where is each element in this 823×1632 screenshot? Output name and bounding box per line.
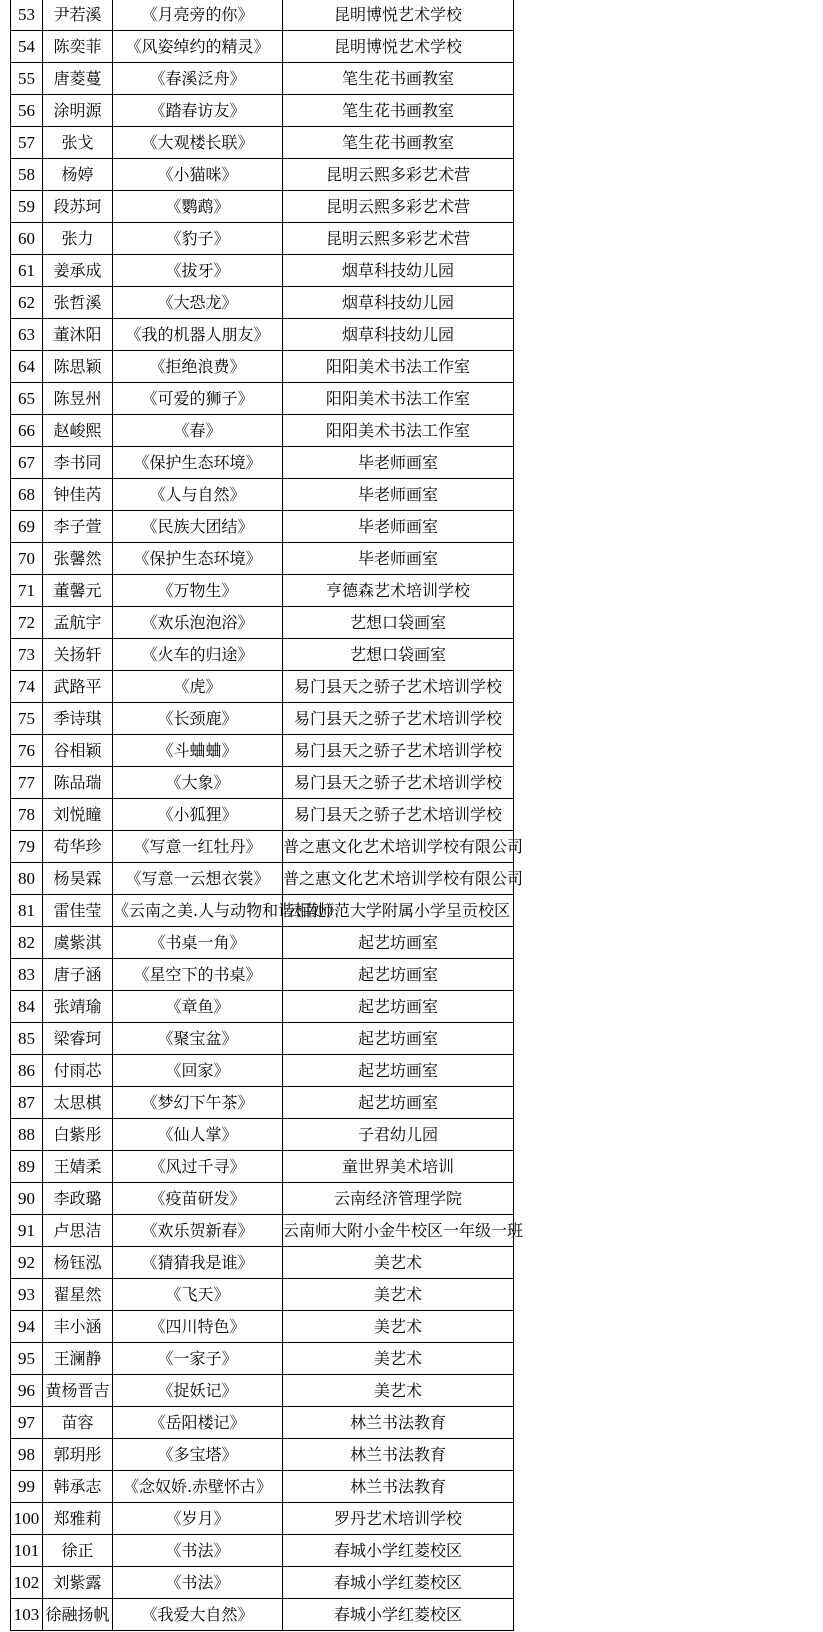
table-row <box>11 95 514 127</box>
artwork-title-cell: 《岁月》 <box>113 1503 283 1535</box>
row-number-cell: 70 <box>11 543 43 575</box>
institution-cell: 昆明云熙多彩艺术营 <box>283 191 514 223</box>
table-row <box>11 1439 514 1471</box>
artwork-title-cell: 《仙人掌》 <box>113 1119 283 1151</box>
institution-cell: 易门县天之骄子艺术培训学校 <box>283 799 514 831</box>
institution-cell: 起艺坊画室 <box>283 1023 514 1055</box>
row-number-cell: 97 <box>11 1407 43 1439</box>
artwork-title-cell: 《念奴娇.赤壁怀古》 <box>113 1471 283 1503</box>
table-row <box>11 287 514 319</box>
student-name-cell: 段苏珂 <box>43 191 113 223</box>
table-row <box>11 735 514 767</box>
table-row <box>11 255 514 287</box>
student-name-cell: 李子萱 <box>43 511 113 543</box>
student-name-cell: 白紫彤 <box>43 1119 113 1151</box>
row-number-cell: 91 <box>11 1215 43 1247</box>
student-name-cell: 尹若溪 <box>43 0 113 31</box>
student-name-cell: 杨婷 <box>43 159 113 191</box>
row-number-cell: 54 <box>11 31 43 63</box>
table-row <box>11 799 514 831</box>
institution-cell: 烟草科技幼儿园 <box>283 319 514 351</box>
table-row <box>11 1087 514 1119</box>
student-name-cell: 陈品瑞 <box>43 767 113 799</box>
student-name-cell: 张力 <box>43 223 113 255</box>
artwork-title-cell: 《拔牙》 <box>113 255 283 287</box>
table-row <box>11 895 514 927</box>
artwork-title-cell: 《聚宝盆》 <box>113 1023 283 1055</box>
artwork-title-cell: 《春》 <box>113 415 283 447</box>
student-name-cell: 刘悦瞳 <box>43 799 113 831</box>
row-number-cell: 88 <box>11 1119 43 1151</box>
table-row <box>11 31 514 63</box>
table-row <box>11 415 514 447</box>
student-name-cell: 卢思洁 <box>43 1215 113 1247</box>
student-name-cell: 刘紫露 <box>43 1567 113 1599</box>
student-name-cell: 李政璐 <box>43 1183 113 1215</box>
row-number-cell: 81 <box>11 895 43 927</box>
student-name-cell: 董沐阳 <box>43 319 113 351</box>
institution-cell: 阳阳美术书法工作室 <box>283 351 514 383</box>
institution-cell: 春城小学红菱校区 <box>283 1599 514 1631</box>
institution-cell: 普之惠文化艺术培训学校有限公司 <box>283 831 514 863</box>
artwork-title-cell: 《小猫咪》 <box>113 159 283 191</box>
institution-cell: 昆明博悦艺术学校 <box>283 31 514 63</box>
table-row <box>11 959 514 991</box>
table-row <box>11 607 514 639</box>
row-number-cell: 93 <box>11 1279 43 1311</box>
row-number-cell: 96 <box>11 1375 43 1407</box>
artwork-title-cell: 《拒绝浪费》 <box>113 351 283 383</box>
artwork-title-cell: 《飞天》 <box>113 1279 283 1311</box>
artwork-title-cell: 《一家子》 <box>113 1343 283 1375</box>
row-number-cell: 69 <box>11 511 43 543</box>
artwork-title-cell: 《写意一红牡丹》 <box>113 831 283 863</box>
institution-cell: 易门县天之骄子艺术培训学校 <box>283 703 514 735</box>
institution-cell: 起艺坊画室 <box>283 959 514 991</box>
row-number-cell: 57 <box>11 127 43 159</box>
institution-cell: 毕老师画室 <box>283 479 514 511</box>
institution-cell: 起艺坊画室 <box>283 1055 514 1087</box>
table-row <box>11 1215 514 1247</box>
artwork-title-cell: 《大恐龙》 <box>113 287 283 319</box>
institution-cell: 笔生花书画教室 <box>283 63 514 95</box>
student-name-cell: 苟华珍 <box>43 831 113 863</box>
table-row <box>11 0 514 31</box>
row-number-cell: 64 <box>11 351 43 383</box>
table-row <box>11 223 514 255</box>
student-name-cell: 董馨元 <box>43 575 113 607</box>
institution-cell: 阳阳美术书法工作室 <box>283 383 514 415</box>
student-name-cell: 梁睿珂 <box>43 1023 113 1055</box>
student-name-cell: 翟星然 <box>43 1279 113 1311</box>
institution-cell: 美艺术 <box>283 1343 514 1375</box>
table-row <box>11 927 514 959</box>
table-row <box>11 447 514 479</box>
table-row <box>11 831 514 863</box>
row-number-cell: 61 <box>11 255 43 287</box>
table-row <box>11 703 514 735</box>
institution-cell: 云南师范大学附属小学呈贡校区 <box>283 895 514 927</box>
artwork-title-cell: 《书桌一角》 <box>113 927 283 959</box>
table-row <box>11 543 514 575</box>
row-number-cell: 102 <box>11 1567 43 1599</box>
student-name-cell: 陈奕菲 <box>43 31 113 63</box>
institution-cell: 云南经济管理学院 <box>283 1183 514 1215</box>
artwork-title-cell: 《春溪泛舟》 <box>113 63 283 95</box>
institution-cell: 春城小学红菱校区 <box>283 1567 514 1599</box>
institution-cell: 林兰书法教育 <box>283 1439 514 1471</box>
table-row <box>11 1471 514 1503</box>
student-name-cell: 季诗琪 <box>43 703 113 735</box>
artwork-title-cell: 《斗蛐蛐》 <box>113 735 283 767</box>
artwork-title-cell: 《民族大团结》 <box>113 511 283 543</box>
table-row <box>11 1343 514 1375</box>
table-row <box>11 1407 514 1439</box>
row-number-cell: 74 <box>11 671 43 703</box>
artwork-title-cell: 《四川特色》 <box>113 1311 283 1343</box>
student-name-cell: 徐正 <box>43 1535 113 1567</box>
row-number-cell: 100 <box>11 1503 43 1535</box>
row-number-cell: 71 <box>11 575 43 607</box>
table-row <box>11 671 514 703</box>
institution-cell: 艺想口袋画室 <box>283 639 514 671</box>
table-row <box>11 575 514 607</box>
table-row <box>11 1119 514 1151</box>
student-name-cell: 苗容 <box>43 1407 113 1439</box>
student-name-cell: 孟航宇 <box>43 607 113 639</box>
row-number-cell: 94 <box>11 1311 43 1343</box>
institution-cell: 阳阳美术书法工作室 <box>283 415 514 447</box>
institution-cell: 笔生花书画教室 <box>283 127 514 159</box>
student-name-cell: 虞紫淇 <box>43 927 113 959</box>
institution-cell: 罗丹艺术培训学校 <box>283 1503 514 1535</box>
row-number-cell: 95 <box>11 1343 43 1375</box>
institution-cell: 美艺术 <box>283 1247 514 1279</box>
row-number-cell: 58 <box>11 159 43 191</box>
student-name-cell: 张馨然 <box>43 543 113 575</box>
artwork-title-cell: 《长颈鹿》 <box>113 703 283 735</box>
institution-cell: 子君幼儿园 <box>283 1119 514 1151</box>
artwork-title-cell: 《写意一云想衣裳》 <box>113 863 283 895</box>
student-name-cell: 杨钰泓 <box>43 1247 113 1279</box>
table-row <box>11 863 514 895</box>
institution-cell: 起艺坊画室 <box>283 1087 514 1119</box>
row-number-cell: 66 <box>11 415 43 447</box>
artwork-title-cell: 《火车的归途》 <box>113 639 283 671</box>
student-name-cell: 陈昱州 <box>43 383 113 415</box>
student-name-cell: 武路平 <box>43 671 113 703</box>
table-row <box>11 1279 514 1311</box>
student-name-cell: 郭玥彤 <box>43 1439 113 1471</box>
award-list-table <box>10 0 524 1631</box>
row-number-cell: 89 <box>11 1151 43 1183</box>
table-row <box>11 1023 514 1055</box>
row-number-cell: 76 <box>11 735 43 767</box>
institution-cell: 童世界美术培训 <box>283 1151 514 1183</box>
table-row <box>11 1311 514 1343</box>
artwork-title-cell: 《章鱼》 <box>113 991 283 1023</box>
student-name-cell: 涂明源 <box>43 95 113 127</box>
artwork-title-cell: 《人与自然》 <box>113 479 283 511</box>
institution-cell: 笔生花书画教室 <box>283 95 514 127</box>
row-number-cell: 53 <box>11 0 43 31</box>
row-number-cell: 78 <box>11 799 43 831</box>
institution-cell: 起艺坊画室 <box>283 927 514 959</box>
student-name-cell: 徐融扬帆 <box>43 1599 113 1631</box>
table-row <box>11 159 514 191</box>
artwork-title-cell: 《多宝塔》 <box>113 1439 283 1471</box>
institution-cell: 林兰书法教育 <box>283 1407 514 1439</box>
artwork-title-cell: 《踏春访友》 <box>113 95 283 127</box>
table-row <box>11 1567 514 1599</box>
artwork-title-cell: 《岳阳楼记》 <box>113 1407 283 1439</box>
institution-cell: 烟草科技幼儿园 <box>283 287 514 319</box>
artwork-title-cell: 《鹦鹉》 <box>113 191 283 223</box>
row-number-cell: 84 <box>11 991 43 1023</box>
table-body <box>11 0 524 1631</box>
artwork-title-cell: 《风过千寻》 <box>113 1151 283 1183</box>
table-row <box>11 1151 514 1183</box>
student-name-cell: 钟佳芮 <box>43 479 113 511</box>
artwork-title-cell: 《风姿绰约的精灵》 <box>113 31 283 63</box>
student-name-cell: 郑雅莉 <box>43 1503 113 1535</box>
artwork-title-cell: 《保护生态环境》 <box>113 543 283 575</box>
artwork-title-cell: 《星空下的书桌》 <box>113 959 283 991</box>
student-name-cell: 太思棋 <box>43 1087 113 1119</box>
student-name-cell: 唐子涵 <box>43 959 113 991</box>
artwork-title-cell: 《书法》 <box>113 1535 283 1567</box>
row-number-cell: 79 <box>11 831 43 863</box>
table-row <box>11 1599 514 1631</box>
institution-cell: 起艺坊画室 <box>283 991 514 1023</box>
institution-cell: 昆明博悦艺术学校 <box>283 0 514 31</box>
artwork-title-cell: 《大观楼长联》 <box>113 127 283 159</box>
student-name-cell: 张戈 <box>43 127 113 159</box>
row-number-cell: 63 <box>11 319 43 351</box>
institution-cell: 美艺术 <box>283 1279 514 1311</box>
row-number-cell: 92 <box>11 1247 43 1279</box>
row-number-cell: 65 <box>11 383 43 415</box>
row-number-cell: 55 <box>11 63 43 95</box>
row-number-cell: 90 <box>11 1183 43 1215</box>
student-name-cell: 谷相颖 <box>43 735 113 767</box>
table-row <box>11 511 514 543</box>
institution-cell: 易门县天之骄子艺术培训学校 <box>283 767 514 799</box>
student-name-cell: 杨昊霖 <box>43 863 113 895</box>
row-number-cell: 59 <box>11 191 43 223</box>
row-number-cell: 72 <box>11 607 43 639</box>
student-name-cell: 姜承成 <box>43 255 113 287</box>
institution-cell: 亨德森艺术培训学校 <box>283 575 514 607</box>
row-number-cell: 80 <box>11 863 43 895</box>
artwork-title-cell: 《小狐狸》 <box>113 799 283 831</box>
table-row <box>11 383 514 415</box>
student-name-cell: 关扬轩 <box>43 639 113 671</box>
artwork-title-cell: 《豹子》 <box>113 223 283 255</box>
student-name-cell: 唐菱蔓 <box>43 63 113 95</box>
institution-cell: 昆明云熙多彩艺术营 <box>283 159 514 191</box>
student-name-cell: 黄杨晋吉 <box>43 1375 113 1407</box>
table-row <box>11 1247 514 1279</box>
student-name-cell: 雷佳莹 <box>43 895 113 927</box>
row-number-cell: 101 <box>11 1535 43 1567</box>
artwork-title-cell: 《我的机器人朋友》 <box>113 319 283 351</box>
student-name-cell: 陈思颖 <box>43 351 113 383</box>
student-name-cell: 王婧柔 <box>43 1151 113 1183</box>
institution-cell: 美艺术 <box>283 1311 514 1343</box>
institution-cell: 美艺术 <box>283 1375 514 1407</box>
row-number-cell: 68 <box>11 479 43 511</box>
artwork-title-cell: 《万物生》 <box>113 575 283 607</box>
row-number-cell: 73 <box>11 639 43 671</box>
artwork-title-cell: 《欢乐贺新春》 <box>113 1215 283 1247</box>
artwork-title-cell: 《欢乐泡泡浴》 <box>113 607 283 639</box>
artwork-title-cell: 《书法》 <box>113 1567 283 1599</box>
row-number-cell: 56 <box>11 95 43 127</box>
row-number-cell: 98 <box>11 1439 43 1471</box>
table-row <box>11 479 514 511</box>
row-number-cell: 87 <box>11 1087 43 1119</box>
row-number-cell: 103 <box>11 1599 43 1631</box>
artwork-title-cell: 《虎》 <box>113 671 283 703</box>
table-row <box>11 319 514 351</box>
institution-cell: 艺想口袋画室 <box>283 607 514 639</box>
institution-cell: 云南师大附小金牛校区一年级一班 <box>283 1215 514 1247</box>
table-row <box>11 1503 514 1535</box>
student-name-cell: 王澜静 <box>43 1343 113 1375</box>
table-row <box>11 351 514 383</box>
table-row <box>11 767 514 799</box>
artwork-title-cell: 《回家》 <box>113 1055 283 1087</box>
institution-cell: 普之惠文化艺术培训学校有限公司 <box>283 863 514 895</box>
row-number-cell: 67 <box>11 447 43 479</box>
row-number-cell: 86 <box>11 1055 43 1087</box>
artwork-title-cell: 《云南之美.人与动物和谐相处》 <box>113 895 283 927</box>
institution-cell: 毕老师画室 <box>283 511 514 543</box>
institution-cell: 毕老师画室 <box>283 447 514 479</box>
student-name-cell: 李书同 <box>43 447 113 479</box>
institution-cell: 春城小学红菱校区 <box>283 1535 514 1567</box>
row-number-cell: 85 <box>11 1023 43 1055</box>
row-number-cell: 83 <box>11 959 43 991</box>
artwork-title-cell: 《疫苗研发》 <box>113 1183 283 1215</box>
artwork-title-cell: 《我爱大自然》 <box>113 1599 283 1631</box>
table-row <box>11 1535 514 1567</box>
table-row <box>11 991 514 1023</box>
student-name-cell: 张靖瑜 <box>43 991 113 1023</box>
artwork-title-cell: 《保护生态环境》 <box>113 447 283 479</box>
artwork-title-cell: 《猜猜我是谁》 <box>113 1247 283 1279</box>
student-name-cell: 丰小涵 <box>43 1311 113 1343</box>
student-name-cell: 付雨芯 <box>43 1055 113 1087</box>
row-number-cell: 62 <box>11 287 43 319</box>
table-row <box>11 1183 514 1215</box>
row-number-cell: 75 <box>11 703 43 735</box>
artwork-title-cell: 《捉妖记》 <box>113 1375 283 1407</box>
institution-cell: 易门县天之骄子艺术培训学校 <box>283 735 514 767</box>
table-row <box>11 191 514 223</box>
row-number-cell: 99 <box>11 1471 43 1503</box>
institution-cell: 昆明云熙多彩艺术营 <box>283 223 514 255</box>
artwork-title-cell: 《月亮旁的你》 <box>113 0 283 31</box>
row-number-cell: 82 <box>11 927 43 959</box>
table-row <box>11 1055 514 1087</box>
table-row <box>11 639 514 671</box>
institution-cell: 易门县天之骄子艺术培训学校 <box>283 671 514 703</box>
row-number-cell: 77 <box>11 767 43 799</box>
student-name-cell: 赵峻熙 <box>43 415 113 447</box>
student-name-cell: 张哲溪 <box>43 287 113 319</box>
institution-cell: 毕老师画室 <box>283 543 514 575</box>
table-row <box>11 127 514 159</box>
row-number-cell: 60 <box>11 223 43 255</box>
artwork-title-cell: 《大象》 <box>113 767 283 799</box>
artwork-title-cell: 《可爱的狮子》 <box>113 383 283 415</box>
student-name-cell: 韩承志 <box>43 1471 113 1503</box>
institution-cell: 烟草科技幼儿园 <box>283 255 514 287</box>
table-row <box>11 63 514 95</box>
institution-cell: 林兰书法教育 <box>283 1471 514 1503</box>
artwork-title-cell: 《梦幻下午茶》 <box>113 1087 283 1119</box>
table-row <box>11 1375 514 1407</box>
